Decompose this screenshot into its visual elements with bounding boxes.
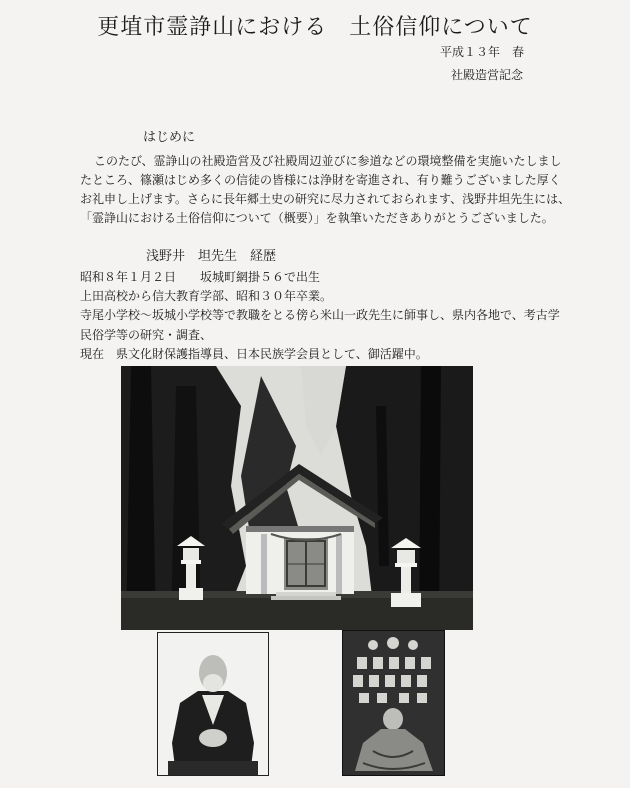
intro-line: お礼申し上げます。さらに長年郷土史の研究に尽力されておられます、浅野井坦先生には、 xyxy=(80,192,571,206)
intro-line: このたび、霊諍山の社殿造営及び社殿周辺並びに参道などの環境整備を実施いたしまし xyxy=(94,154,562,168)
title-part-1: 更埴市霊諍山における xyxy=(97,15,328,40)
document-title xyxy=(0,10,630,41)
title-part-2: 土俗信仰について xyxy=(349,15,533,40)
portrait-photo xyxy=(157,632,269,776)
document-occasion: 社殿造営記念 xyxy=(451,68,524,82)
intro-heading: はじめに xyxy=(143,130,196,145)
document-date: 平成１３年 春 xyxy=(440,45,525,59)
bio-line: 昭和８年１月２日 坂城町網掛５６で出生 xyxy=(80,270,321,284)
altar-photo xyxy=(342,630,445,776)
intro-line: 「霊諍山における土俗信仰について（概要）」を執筆いただきありがとうございました。 xyxy=(80,211,554,225)
intro-line: たところ、篠瀬はじめ多くの信徒の皆様には浄財を寄進され、有り難うございました厚く xyxy=(80,173,561,187)
shrine-photo xyxy=(121,366,473,630)
bio-line: 民俗学等の研究・調査、 xyxy=(80,328,213,342)
bio-line: 上田高校から信大教育学部、昭和３０年卒業。 xyxy=(80,289,333,303)
bio-heading: 浅野井 坦先生 経歴 xyxy=(146,249,277,264)
bio-line: 寺尾小学校～坂城小学校等で教職をとる傍ら米山一政先生に師事し、県内各地で、考古学 xyxy=(80,308,560,322)
bio-line: 現在 県文化財保護指導員、日本民族学会員として、御活躍中。 xyxy=(80,347,428,361)
